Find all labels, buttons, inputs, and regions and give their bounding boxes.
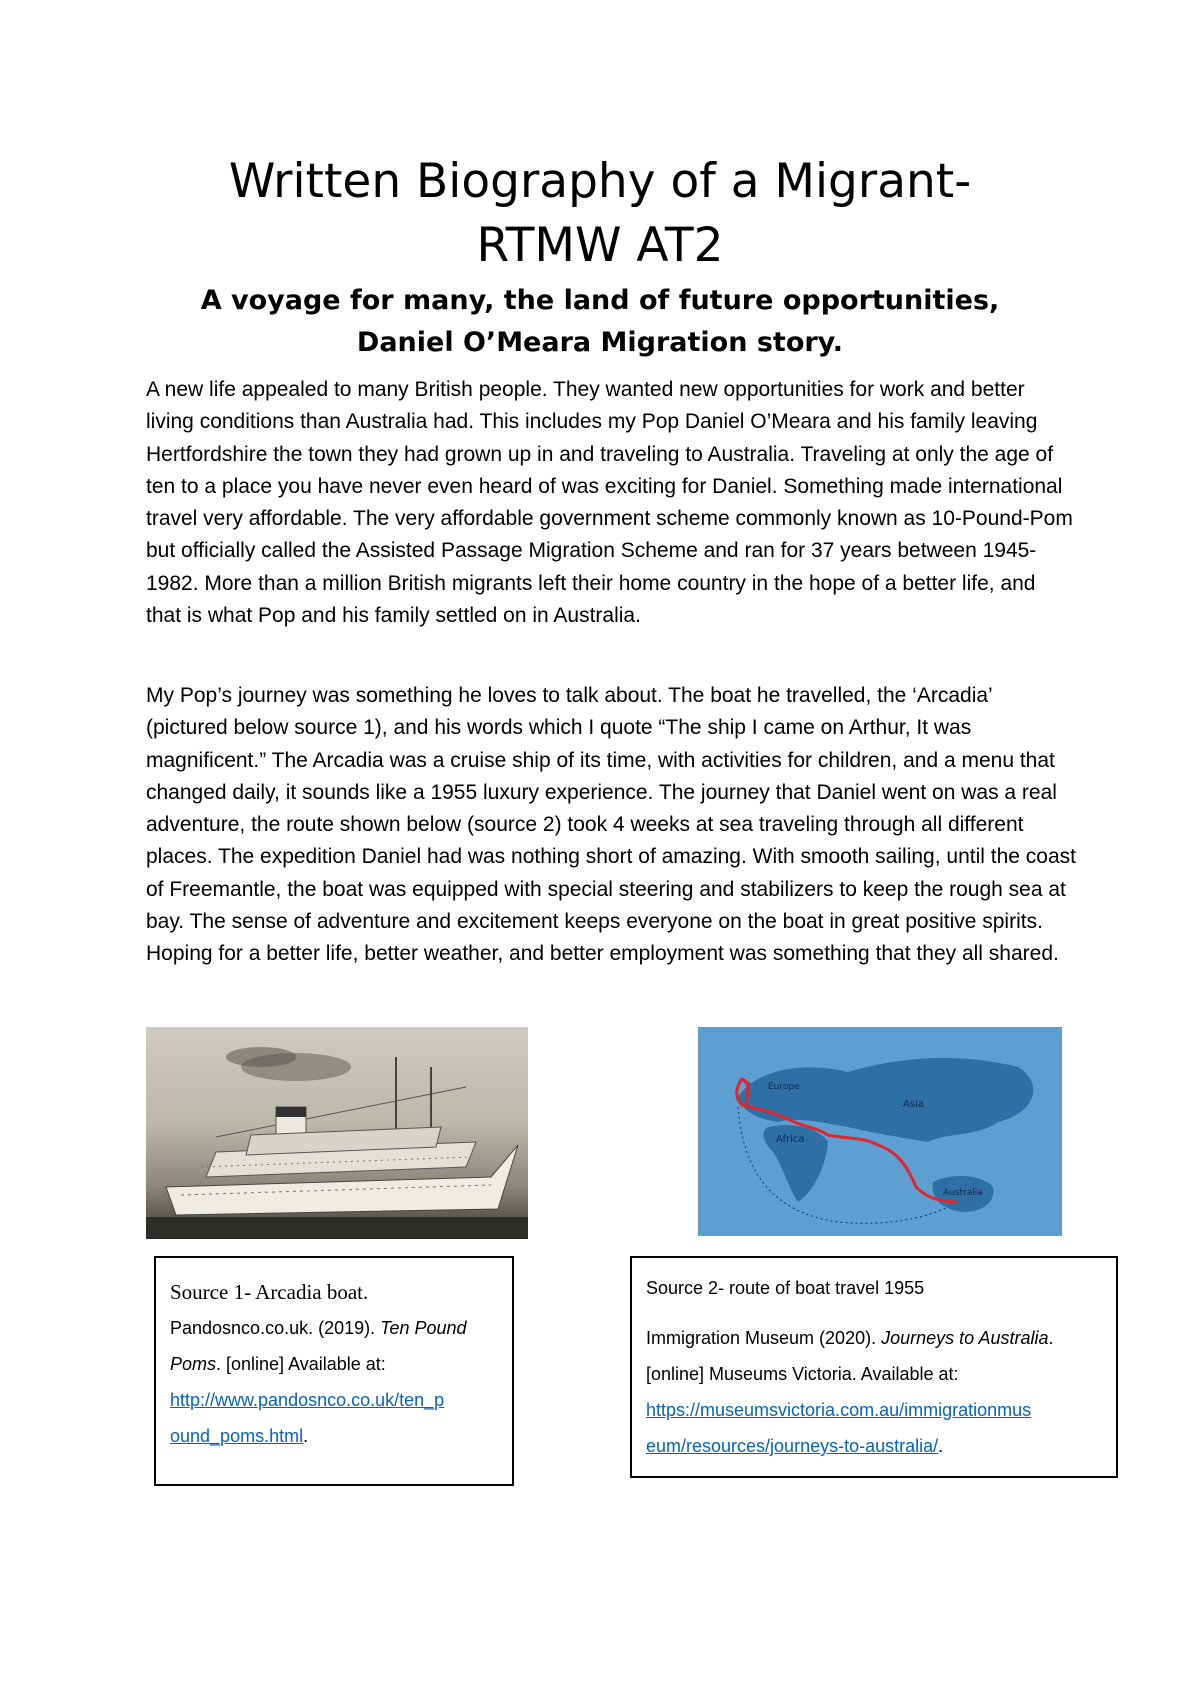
source-2-citation-text: Immigration Museum (2020). bbox=[646, 1328, 882, 1348]
source-2-caption: Source 2- route of boat travel 1955 bbox=[646, 1278, 925, 1298]
document-subtitle bbox=[100, 280, 1100, 364]
source-2-citation bbox=[646, 1320, 1102, 1464]
source-1-citation-after: . [online] Available at: bbox=[216, 1354, 386, 1374]
source-1-citation-text: Pandosnco.co.uk. (2019). bbox=[170, 1318, 381, 1338]
document-title bbox=[100, 150, 1100, 278]
ship-illustration bbox=[146, 1027, 528, 1239]
source-1-link-line-2: ound_poms.html bbox=[170, 1426, 304, 1446]
source-2-link[interactable] bbox=[646, 1400, 1031, 1456]
title-line-2: RTMW AT2 bbox=[476, 218, 724, 273]
paragraph-journey: My Pop’s journey was something he loves to talk about. The boat he travelled, the ‘Arcadia’ (pictured below source 1), and his words which I quote “The ship I came on Arthur, It was magnificent.” The Arcadia was a cruise ship of its time, with activities for children, and a menu that changed daily, it sounds like a 1955 luxury experience. The journey that Daniel went on was a real adventure, the route shown below (source 2) took 4 weeks at sea traveling through all different places. The expedition Daniel had was nothing short of amazing. With smooth sailing, until the coast of Freemantle, the boat was equipped with special steering and stabilizers to keep the rough sea at bay. The sense of adventure and excitement keeps everyone on the boat in great positive spirits. Hoping for a better life, better weather, and better employment was something that they all shared. bbox=[146, 684, 1076, 966]
source-2-end: . bbox=[938, 1436, 944, 1456]
source-2-citation-title: Journeys to Australia bbox=[881, 1328, 1049, 1348]
source-2-box bbox=[630, 1256, 1118, 1478]
map-label-australia: Australia bbox=[943, 1188, 983, 1198]
arcadia-ship-photo bbox=[146, 1027, 528, 1239]
source-1-link-line-1: http://www.pandosnco.co.uk/ten_p bbox=[170, 1390, 445, 1410]
source-1-citation bbox=[170, 1310, 498, 1454]
paragraph-intro: A new life appealed to many British people. They wanted new opportunities for work and better living conditions than Australia had. This includes my Pop Daniel O’Meara and his family leaving Hertfordshire the town they had grown up in and traveling to Australia. Traveling at only the age of ten to a place you have never even heard of was exciting for Daniel. Something made international travel very affordable. The very affordable government scheme commonly known as 10-Pound-Pom but officially called the Assisted Passage Migration Scheme and ran for 37 years between 1945-1982. More than a million British migrants left their home country in the hope of a better life, and that is what Pop and his family settled on in Australia. bbox=[146, 378, 1073, 628]
source-2-link-line-2: eum/resources/journeys-to-australia/ bbox=[646, 1436, 939, 1456]
subtitle-line-2: Daniel O’Meara Migration story. bbox=[356, 327, 844, 358]
title-line-1: Written Biography of a Migrant- bbox=[228, 154, 972, 209]
map-label-asia: Asia bbox=[903, 1099, 924, 1110]
world-map-illustration bbox=[698, 1027, 1062, 1236]
source-1-caption: Source 1- Arcadia boat. bbox=[170, 1280, 369, 1304]
map-label-africa: Africa bbox=[776, 1134, 805, 1145]
source-1-end: . bbox=[303, 1426, 309, 1446]
source-1-box bbox=[154, 1256, 514, 1486]
subtitle-line-1: A voyage for many, the land of future opportunities, bbox=[200, 285, 1000, 316]
source-2-link-line-1: https://museumsvictoria.com.au/immigrationmus bbox=[646, 1400, 1032, 1420]
route-map bbox=[698, 1027, 1062, 1236]
source-2-citation-after: . [online] Museums Victoria. Available at: bbox=[646, 1328, 1054, 1384]
map-label-europe: Europe bbox=[768, 1082, 800, 1092]
source-1-citation-title: Ten Pound Poms bbox=[170, 1318, 467, 1374]
